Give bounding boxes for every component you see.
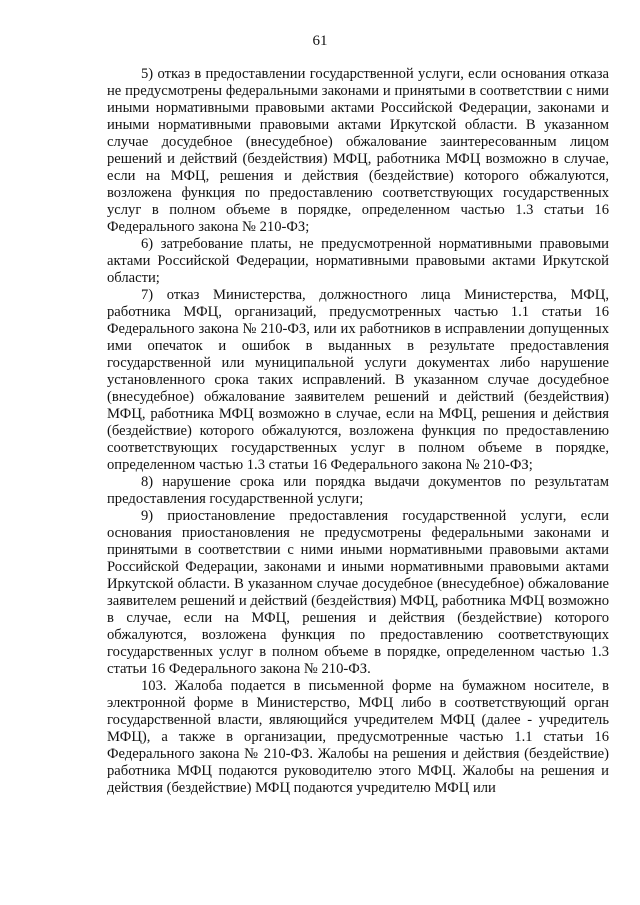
page-number: 61 — [312, 33, 328, 49]
paragraph-item-5: 5) отказ в предоставлении государственной услуги, если основания отказа не предусмотрены федеральными законами и принятыми в соответствии с ними иными нормативными правовыми актами Российской Федерации, законами и иными нормативными правовыми актами Иркутской области. В указанном случае досудебное (внесудебное) обжалование заинтересованным лицом решений и действий (бездействия) МФЦ, работника МФЦ возможно в случае, если на МФЦ, решения и действия (бездействие) которого обжалуются, возложена функция по предоставлению соответствующих государственных услуг в полном объеме в порядке, определенном частью 1.3 статьи 16 Федерального закона № 210-ФЗ; — [107, 66, 609, 235]
paragraph-item-6: 6) затребование платы, не предусмотренной нормативными правовыми актами Российской Федерации, нормативными правовыми актами Иркутской области; — [107, 236, 609, 286]
paragraph-item-7: 7) отказ Министерства, должностного лица Министерства, МФЦ, работника МФЦ, организаций, предусмотренных частью 1.1 статьи 16 Федерального закона № 210-ФЗ, или их работников в исправлении допущенных ими опечаток и ошибок в выданных в результате предоставления государственной или муниципальной услуги документах либо нарушение установленного срока таких исправлений. В указанном случае досудебное (внесудебное) обжалование заявителем решений и действий (бездействия) МФЦ, работника МФЦ возможно в случае, если на МФЦ, решения и действия (бездействие) которого обжалуются, возложена функция по предоставлению соответствующих государственных услуг в полном объеме в порядке, определенном частью 1.3 статьи 16 Федерального закона № 210-ФЗ; — [107, 287, 609, 473]
document-body — [107, 66, 609, 797]
paragraph-item-8: 8) нарушение срока или порядка выдачи документов по результатам предоставления государственной услуги; — [107, 474, 609, 507]
paragraph-section-103: 103. Жалоба подается в письменной форме на бумажном носителе, в электронной форме в Министерство, МФЦ либо в соответствующий орган государственной власти, являющийся учредителем МФЦ (далее - учредитель МФЦ), а также в организации, предусмотренные частью 1.1 статьи 16 Федерального закона № 210-ФЗ. Жалобы на решения и действия (бездействие) работника МФЦ подаются руководителю этого МФЦ. Жалобы на решения и действия (бездействие) МФЦ подаются учредителю МФЦ или — [107, 678, 609, 796]
paragraph-item-9: 9) приостановление предоставления государственной услуги, если основания приостановления не предусмотрены федеральными законами и принятыми в соответствии с ними иными нормативными правовыми актами Российской Федерации, законами и иными нормативными правовыми актами Иркутской области. В указанном случае досудебное (внесудебное) обжалование заявителем решений и действий (бездействия) МФЦ, работника МФЦ возможно в случае, если на МФЦ, решения и действия (бездействие) которого обжалуются, возложена функция по предоставлению соответствующих государственных услуг в полном объеме в порядке, определенном частью 1.3 статьи 16 Федерального закона № 210-ФЗ. — [107, 508, 609, 677]
